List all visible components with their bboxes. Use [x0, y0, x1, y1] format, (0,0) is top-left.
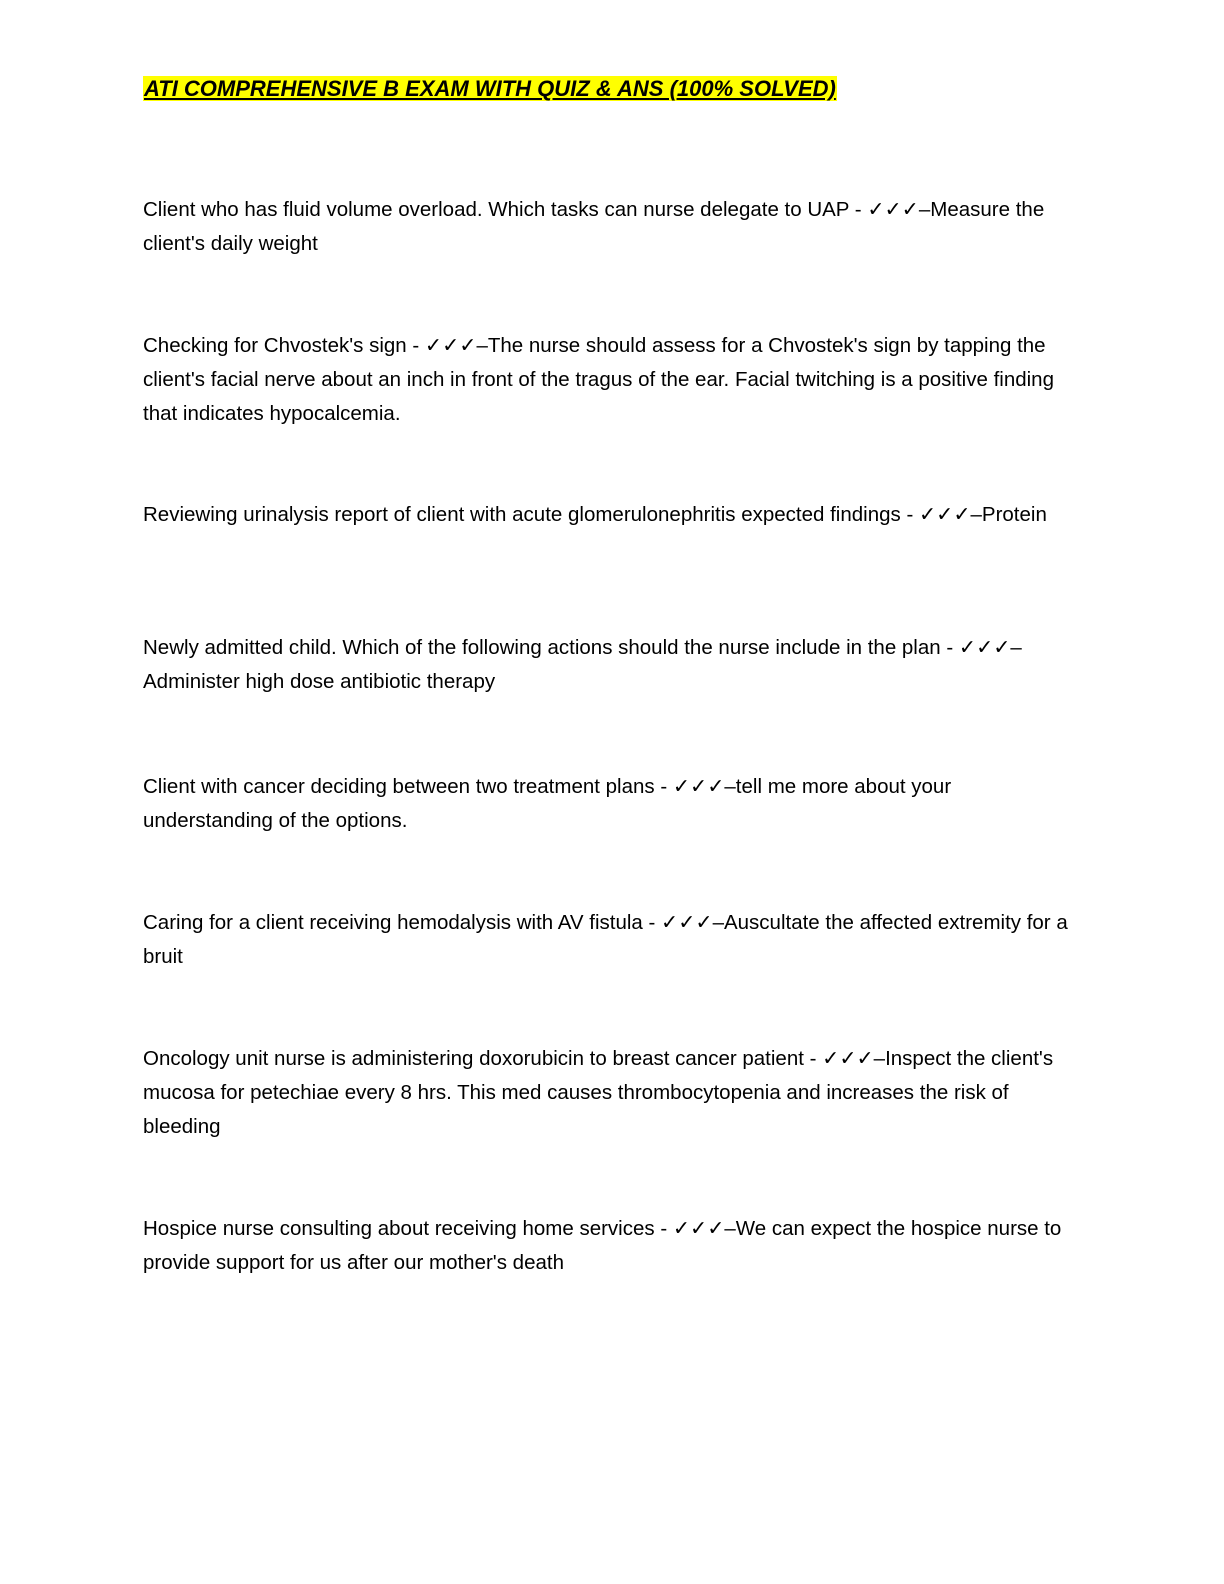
- checkmark-icon: ✓✓✓: [661, 911, 713, 934]
- qa-item-3: Reviewing urinalysis report of client with acute glomerulonephritis expected findings - ✓✓✓–Protein: [143, 503, 1047, 526]
- qa-item-8: Hospice nurse consulting about receiving home services - ✓✓✓–We can expect the hospice nurse to provide support for us after our mother's death: [143, 1217, 1062, 1274]
- checkmark-icon: ✓✓✓: [822, 1047, 874, 1070]
- answer-text: Protein: [981, 503, 1047, 526]
- question-text: Reviewing urinalysis report of client with acute glomerulonephritis expected findings: [143, 503, 901, 526]
- answer-text: Measure the client's daily weight: [143, 198, 1045, 255]
- checkmark-icon: ✓✓✓: [958, 636, 1011, 659]
- qa-item-6: Caring for a client receiving hemodalysis with AV fistula - ✓✓✓–Auscultate the affected extremity for a bruit: [143, 911, 1068, 968]
- qa-item-7: Oncology unit nurse is administering doxorubicin to breast cancer patient - ✓✓✓–Inspect the client's mucosa for petechiae every 8 hrs. This med causes thrombocytopenia and increases the risk of bleeding: [143, 1047, 1054, 1138]
- question-text: Caring for a client receiving hemodalysis with AV fistula: [143, 911, 643, 934]
- qa-item-5: Client with cancer deciding between two treatment plans - ✓✓✓–tell me more about your understanding of the options.: [143, 775, 952, 832]
- question-text: Client with cancer deciding between two treatment plans: [143, 775, 655, 798]
- answer-text: Auscultate the affected extremity for a bruit: [143, 911, 1068, 968]
- question-text: Oncology unit nurse is administering doxorubicin to breast cancer patient: [143, 1047, 804, 1070]
- answer-text: The nurse should assess for a Chvostek's sign by tapping the client's facial nerve about an inch in front of the tragus of the ear. Facial twitching is a positive finding that indicates hypocalcemia.: [143, 334, 1054, 425]
- qa-item-2: Checking for Chvostek's sign - ✓✓✓–The nurse should assess for a Chvostek's sign by tapping the client's facial nerve about an inch in front of the tragus of the ear. Facial twitching is a positive finding that indicates hypocalcemia.: [143, 334, 1054, 425]
- answer-text: We can expect the hospice nurse to provide support for us after our mother's death: [143, 1217, 1062, 1274]
- answer-text: tell me more about your understanding of the options.: [143, 775, 952, 832]
- answer-text: Inspect the client's mucosa for petechiae every 8 hrs. This med causes thrombocytopenia and increases the risk of bleeding: [143, 1047, 1054, 1138]
- answer-text: Administer high dose antibiotic therapy: [143, 670, 496, 693]
- checkmark-icon: ✓✓✓: [918, 503, 971, 526]
- question-text: Newly admitted child. Which of the following actions should the nurse include in the plan: [143, 636, 941, 659]
- checkmark-icon: ✓✓✓: [672, 775, 725, 798]
- checkmark-icon: ✓✓✓: [672, 1217, 725, 1240]
- qa-item-4: Newly admitted child. Which of the following actions should the nurse include in the plan - ✓✓✓–Administer high dose antibiotic therapy: [143, 636, 1022, 693]
- document-title: ATI COMPREHENSIVE B EXAM WITH QUIZ & ANS (100% SOLVED): [144, 76, 836, 101]
- question-text: Hospice nurse consulting about receiving home services: [143, 1217, 655, 1240]
- qa-item-1: Client who has fluid volume overload. Which tasks can nurse delegate to UAP - ✓✓✓–Measure the client's daily weight: [143, 198, 1045, 255]
- checkmark-icon: ✓✓✓: [867, 198, 919, 221]
- question-text: Checking for Chvostek's sign: [143, 334, 407, 357]
- checkmark-icon: ✓✓✓: [424, 334, 477, 357]
- question-text: Client who has fluid volume overload. Which tasks can nurse delegate to UAP: [143, 198, 850, 221]
